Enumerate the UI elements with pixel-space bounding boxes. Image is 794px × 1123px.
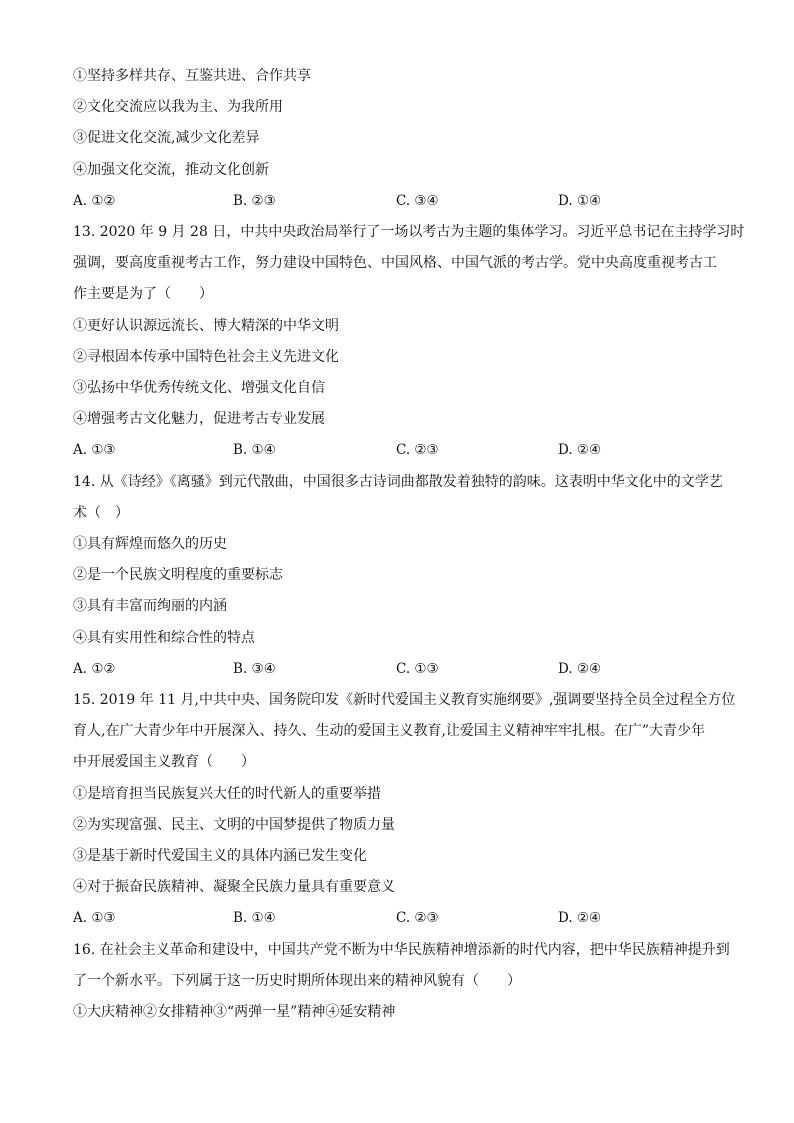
q12-item-2: ②文化交流应以我为主、为我所用: [73, 99, 283, 115]
q14-item-1: ①具有辉煌而悠久的历史: [73, 536, 227, 552]
q15-item-3: ③是基于新时代爱国主义的具体内涵已发生变化: [73, 848, 367, 864]
q15-item-2: ②为实现富强、民主、文明的中国梦提供了物质力量: [73, 817, 395, 833]
q14-stem-line-1: 14. 从《诗经》《离骚》到元代散曲，中国很多古诗词曲都散发着独特的韵味。这表明中华文化中的文学艺: [73, 474, 723, 490]
q15-option-b: B. ①④: [233, 910, 276, 926]
q13-stem-line-3: 作主要是为了（ ）: [73, 286, 213, 302]
q16-stem-line-1: 16. 在社会主义革命和建设中，中国共产党不断为中华民族精神增添新的时代内容，把中华民族精神提升到: [73, 942, 730, 958]
q14-option-d: D. ②④: [558, 661, 602, 677]
q13-option-c: C. ②③: [396, 442, 439, 458]
q13-item-3: ③弘扬中华优秀传统文化、增强文化自信: [73, 380, 325, 396]
q14-item-2: ②是一个民族文明程度的重要标志: [73, 567, 283, 583]
q13-stem-line-2: 强调，要高度重视考古工作，努力建设中国特色、中国风格、中国气派的考古学。党中央高度重视考古工: [73, 255, 717, 271]
q16-stem-line-2: 了一个新水平。下列属于这一历史时期所体现出来的精神风貌有（ ）: [73, 973, 521, 989]
q12-option-a: A. ①②: [73, 193, 116, 209]
q12-option-c: C. ③④: [396, 193, 439, 209]
q14-option-a: A. ①②: [73, 661, 116, 677]
q13-item-1: ①更好认识源远流长、博大精深的中华文明: [73, 318, 339, 334]
q15-item-4: ④对于振奋民族精神、凝聚全民族力量具有重要意义: [73, 879, 395, 895]
q12-option-d: D. ①④: [558, 193, 602, 209]
q14-option-c: C. ①③: [396, 661, 439, 677]
q13-option-b: B. ①④: [233, 442, 276, 458]
q13-item-2: ②寻根固本传承中国特色社会主义先进文化: [73, 349, 339, 365]
q15-item-1: ①是培育担当民族复兴大任的时代新人的重要举措: [73, 786, 381, 802]
q12-item-3: ③促进文化交流,减少文化差异: [73, 130, 260, 146]
q15-stem-line-3: 中开展爱国主义教育（ ）: [73, 754, 255, 770]
q13-item-4: ④增强考古文化魅力，促进考古专业发展: [73, 411, 325, 427]
q15-option-d: D. ②④: [558, 910, 602, 926]
q15-option-a: A. ①③: [73, 910, 116, 926]
q13-option-d: D. ②④: [558, 442, 602, 458]
q15-stem-line-1: 15. 2019 年 11 月,中共中央、国务院印发《新时代爱国主义教育实施纲要》,强调要坚持全员全过程全方位: [73, 692, 736, 708]
q12-item-4: ④加强文化交流，推动文化创新: [73, 162, 269, 178]
q14-item-4: ④具有实用性和综合性的特点: [73, 630, 255, 646]
q15-option-c: C. ②③: [396, 910, 439, 926]
q14-stem-line-2: 术（ ）: [73, 505, 129, 521]
q12-option-b: B. ②③: [233, 193, 276, 209]
q13-option-a: A. ①③: [73, 442, 116, 458]
q14-item-3: ③具有丰富而绚丽的内涵: [73, 598, 227, 614]
q14-option-b: B. ③④: [233, 661, 276, 677]
q13-stem-line-1: 13. 2020 年 9 月 28 日，中共中央政治局举行了一场以考古为主题的集体学习。习近平总书记在主持学习时: [73, 224, 745, 240]
q12-item-1: ①坚持多样共存、互鉴共进、合作共享: [73, 68, 311, 84]
q15-stem-line-2: 育人,在广大青少年中开展深入、持久、生动的爱国主义教育,让爱国主义精神牢牢扎根。在广”大青少年: [73, 723, 706, 739]
q16-item-1: ①大庆精神②女排精神③“两弹一星”精神④延安精神: [73, 1004, 396, 1020]
